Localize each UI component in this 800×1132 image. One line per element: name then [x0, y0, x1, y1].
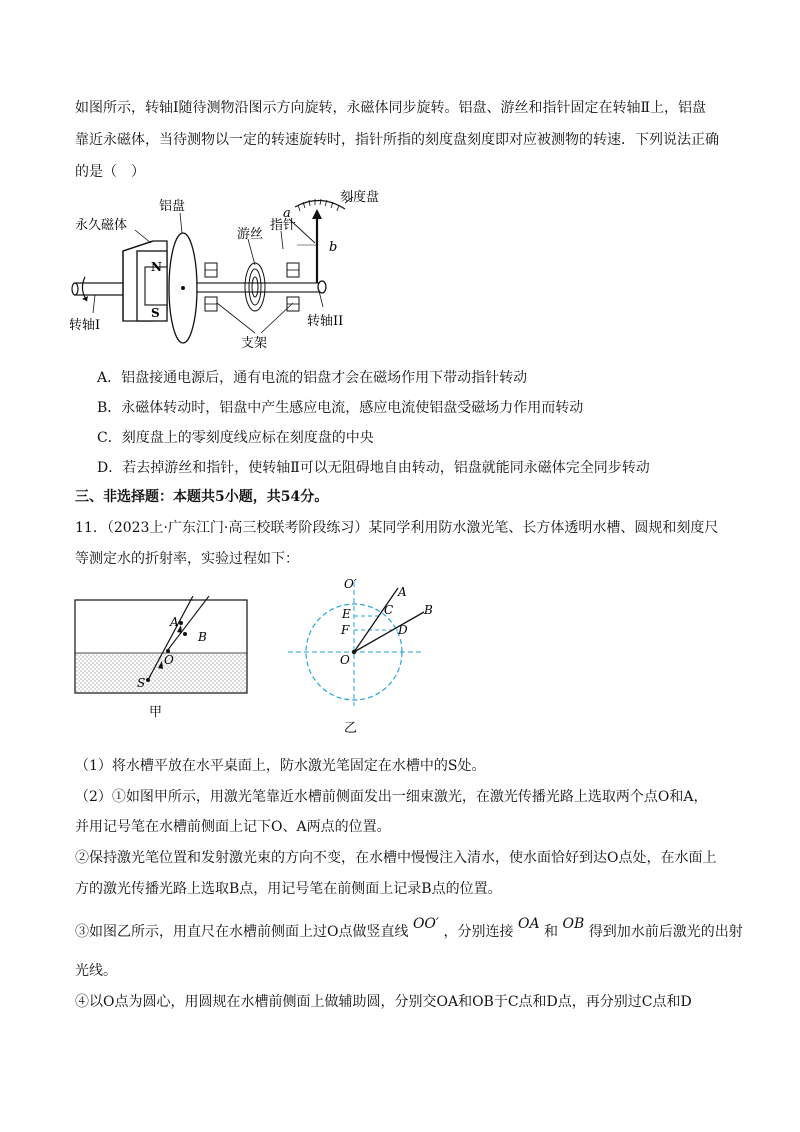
yi-caption: 乙 — [344, 721, 358, 736]
figure-yi — [284, 572, 464, 738]
jia-label-o: O — [164, 653, 174, 667]
q11-step-2a-line-2: 并用记号笔在水槽前侧面上记下O、A两点的位置。 — [75, 819, 391, 835]
q11-stem-line-1: 11．（2023上·广东江门·高三校联考阶段练习）某同学利用防水激光笔、长方体透明水槽、圆规和刻度尺 — [75, 520, 719, 536]
q10-stem-line-2: 靠近永磁体，当待测物以一定的转速旋转时，指针所指的刻度盘刻度即对应被测物的转速．下列说法正确 — [75, 132, 719, 148]
section-3-title: 三、非选择题：本题共5小题，共54分。 — [75, 489, 329, 505]
label-a: a — [283, 206, 291, 221]
q11-step-2c-line-1 — [75, 916, 743, 942]
q10-option-d: D．若去掉游丝和指针，使转轴Ⅱ可以无阻碍地自由转动，铝盘就能同永磁体完全同步转动 — [97, 460, 650, 476]
magnet-n-label: N — [151, 260, 162, 274]
yi-label-e: E — [342, 607, 351, 621]
label-permanent-magnet: 永久磁体 — [75, 218, 128, 233]
label-bracket: 支架 — [241, 336, 268, 351]
figure-jia — [74, 596, 256, 720]
yi-label-oprime: O′ — [344, 577, 357, 591]
yi-label-b: B — [424, 603, 433, 617]
q11-step-2b-line-1: ②保持激光笔位置和发射激光束的方向不变，在水槽中慢慢注入清水，使水面恰好到达O点处，在水面上 — [75, 850, 717, 866]
yi-label-f: F — [341, 623, 350, 637]
q11-stem-line-2: 等测定水的折射率，实验过程如下： — [75, 551, 299, 567]
q10-option-b: B．永磁体转动时，铝盘中产生感应电流，感应电流使铝盘受磁场力作用而转动 — [97, 400, 584, 416]
yi-label-a: A — [398, 585, 407, 599]
jia-label-s: S — [137, 676, 146, 690]
magnet-s-label: S — [151, 306, 160, 320]
label-dial: 刻度盘 — [340, 190, 380, 205]
jia-label-a: A — [170, 615, 179, 629]
label-al-disk: 铝盘 — [159, 199, 186, 214]
math-oo-prime: OO′ — [412, 916, 440, 932]
step-2c-post: 得到加水前后激光的出射 — [588, 924, 743, 940]
jia-caption: 甲 — [149, 705, 163, 720]
label-hairspring: 游丝 — [237, 227, 264, 242]
label-shaft-2: 转轴II — [307, 314, 344, 329]
label-pointer: 指针 — [270, 218, 297, 233]
q11-step-2a-line-1: （2）①如图甲所示，用激光笔靠近水槽前侧面发出一细束激光，在激光传播光路上选取两个点O和A， — [75, 789, 708, 805]
step-2c-pre: ③如图乙所示，用直尺在水槽前侧面上过O点做竖直线 — [75, 924, 409, 940]
q11-step-2d-line-1: ④以O点为圆心，用圆规在水槽前侧面上做辅助圆，分别交OA和OB于C点和D点，再分别过C点和D — [75, 994, 692, 1010]
yi-label-d: D — [398, 623, 408, 637]
q10-option-c: C．刻度盘上的零刻度线应标在刻度盘的中央 — [97, 430, 374, 446]
math-ob: OB — [562, 916, 585, 932]
q11-step-1: （1）将水槽平放在水平桌面上，防水激光笔固定在水槽中的S处。 — [75, 758, 486, 774]
math-oa: OA — [517, 916, 540, 932]
jia-label-b: B — [198, 630, 207, 644]
q10-stem-line-3: 的是（ ） — [75, 164, 145, 180]
step-2c-and: 和 — [544, 924, 559, 940]
yi-label-o: O — [340, 653, 350, 667]
step-2c-mid: ，分别连接 — [443, 924, 514, 940]
label-b: b — [329, 240, 338, 255]
q10-option-a: A．铝盘接通电源后，通有电流的铝盘才会在磁场作用下带动指针转动 — [97, 370, 528, 386]
q11-step-2b-line-2: 方的激光传播光路上选取B点，用记号笔在前侧面上记录B点的位置。 — [75, 881, 502, 897]
label-shaft-1: 转轴I — [69, 318, 101, 333]
q10-stem-line-1: 如图所示，转轴Ⅰ随待测物沿图示方向旋转，永磁体同步旋转。铝盘、游丝和指针固定在转轴Ⅱ上，铝盘 — [75, 100, 707, 116]
q11-step-2c-line-2: 光线。 — [75, 963, 117, 979]
yi-label-c: C — [384, 603, 394, 617]
speedometer-figure — [65, 185, 385, 355]
